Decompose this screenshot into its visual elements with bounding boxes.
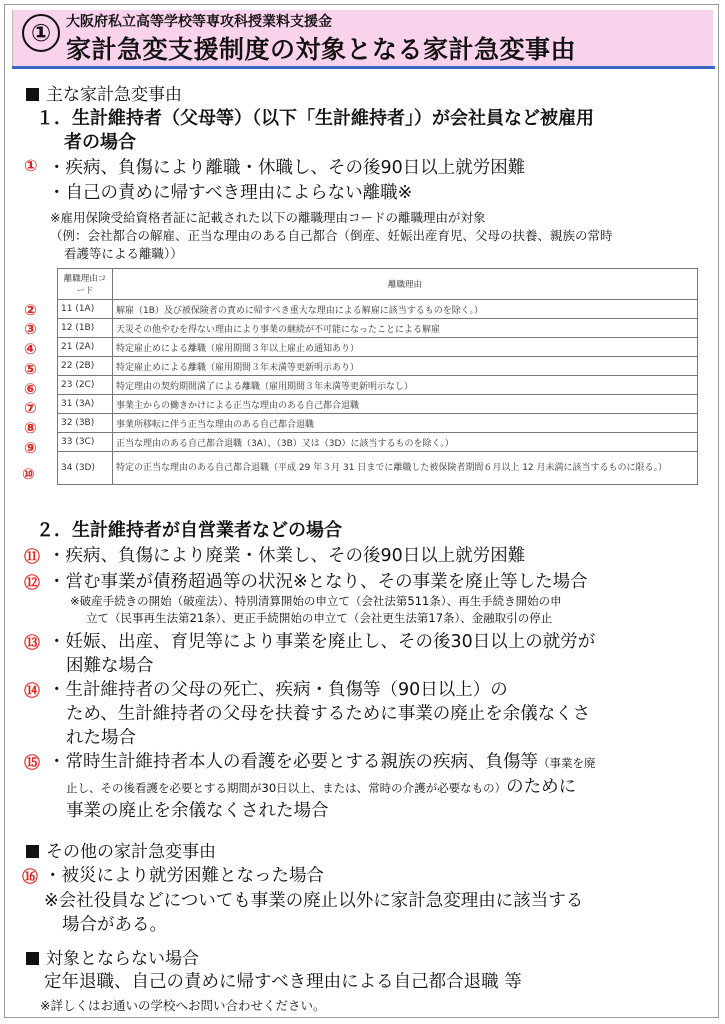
section-heading-excluded xyxy=(26,944,199,969)
item2-bullet-15a xyxy=(48,748,596,773)
item2-note-12a: ※破産手続きの開始（破産法）、特別清算開始の申立て（会社法第511条）、再生手続き開始の申 xyxy=(70,594,562,608)
table-cell-reason: 解雇（1B）及び被保険者の責めに帰すべき重大な理由による解雇に該当するものを除く。） xyxy=(113,300,698,319)
table-row xyxy=(58,338,698,357)
square-bullet-icon xyxy=(26,88,39,101)
marker-13: ⑬ xyxy=(24,633,41,652)
item2-bullet-15b-small: 止し、その後看護を必要とする期間が30日以上、または、常時の介護が必要なもの） xyxy=(66,781,507,795)
page-title: 家計急変支援制度の対象となる家計急変事由 xyxy=(66,35,577,64)
square-bullet-icon xyxy=(26,952,39,965)
other-bullet-16: ・被災により就労困難となった場合 xyxy=(44,866,324,886)
item1-bullet-2: ・自己の責めに帰すべき理由によらない離職※ xyxy=(48,183,413,203)
marker-4: ④ xyxy=(24,340,37,358)
table-row xyxy=(58,376,698,395)
table-row xyxy=(58,395,698,414)
table-cell-reason: 事業主からの働きかけによる正当な理由のある自己都合退職 xyxy=(113,395,698,414)
marker-2: ② xyxy=(24,301,37,319)
item2-bullet-14a: ・生計維持者の父母の死亡、疾病・負傷等（90日以上）の xyxy=(48,680,508,700)
table-cell-reason: 正当な理由のある自己都合退職（3A）、（3B）又は（3D）に該当するものを除く。） xyxy=(113,433,698,452)
marker-8: ⑧ xyxy=(24,419,37,437)
table-header-code: 離職理由コード xyxy=(58,269,113,300)
section-heading-text: 主な家計急変事由 xyxy=(46,85,182,105)
item2-bullet-15b xyxy=(66,773,576,798)
item2-bullet-13b: 困難な場合 xyxy=(66,656,154,676)
table-cell-reason: 事業所移転に伴う正当な理由のある自己都合退職 xyxy=(113,414,698,433)
item2-bullet-11: ・疾病、負傷により廃業・休業し、その後90日以上就労困難 xyxy=(48,546,526,566)
marker-16: ⑯ xyxy=(22,867,39,886)
separation-code-table xyxy=(57,268,698,485)
table-cell-code: 11 (1A) xyxy=(58,300,113,319)
table-cell-code: 23 (2C) xyxy=(58,376,113,395)
table-cell-code: 12 (1B) xyxy=(58,319,113,338)
item2-bullet-15a-small: （事業を廃 xyxy=(538,756,596,770)
item2-bullet-15c: 事業の廃止を余儀なくされた場合 xyxy=(66,801,329,821)
table-cell-reason: 特定雇止めによる離職（雇用期間３年以上雇止め通知あり） xyxy=(113,338,698,357)
other-note-1: ※会社役員などについても事業の廃止以外に家計急変理由に該当する xyxy=(44,891,584,911)
header-subtitle: 大阪府私立高等学校等専攻科授業料支援金 xyxy=(66,14,332,30)
marker-7: ⑦ xyxy=(24,399,37,417)
square-bullet-icon xyxy=(26,845,39,858)
item2-note-12b: 立て（民事再生法第21条）、更正手続開始の申立て（会社更生法第17条）、金融取引の停止 xyxy=(86,611,553,625)
marker-15: ⑮ xyxy=(24,753,41,772)
table-cell-reason: 特定の正当な理由のある自己都合退職（平成 29 年３月 31 日までに離職した被保険者期間６月以上 12 月未満に該当するものに限る。） xyxy=(113,452,698,485)
marker-3: ③ xyxy=(24,320,37,338)
marker-6: ⑥ xyxy=(24,380,37,398)
marker-9: ⑨ xyxy=(24,439,37,457)
marker-14: ⑭ xyxy=(24,681,41,700)
marker-1: ① xyxy=(24,156,38,175)
section-heading-excluded-text: 対象とならない場合 xyxy=(46,949,199,969)
excluded-text: 定年退職、自己の責めに帰すべき理由による自己都合退職 等 xyxy=(44,972,522,992)
table-cell-reason: 天災その他やむを得ない理由により事業の継続が不可能になったことによる解雇 xyxy=(113,319,698,338)
section-number-badge: ① xyxy=(22,14,60,52)
table-header-row xyxy=(58,269,698,300)
section-heading-other xyxy=(26,837,216,862)
item1-title-line2: 者の場合 xyxy=(64,132,136,153)
item2-bullet-12: ・営む事業が債務超過等の状況※となり、その事業を廃止等した場合 xyxy=(48,572,588,592)
item1-title-line1: １．生計維持者（父母等）（以下「生計維持者」）が会社員など被雇用 xyxy=(36,108,594,129)
item2-bullet-15a-text: ・常時生計維持者本人の看護を必要とする親族の疾病、負傷等 xyxy=(48,752,538,772)
marker-5: ⑤ xyxy=(24,360,37,378)
table-cell-code: 32 (3B) xyxy=(58,414,113,433)
table-cell-code: 21 (2A) xyxy=(58,338,113,357)
item2-bullet-14b: ため、生計維持者の父母を扶養するために事業の廃止を余儀なくさ xyxy=(66,704,591,724)
table-row xyxy=(58,414,698,433)
header-underline xyxy=(12,66,715,69)
section-heading-main xyxy=(26,80,182,105)
item2-bullet-15b-text: のために xyxy=(506,777,577,797)
item1-bullet-1: ・疾病、負傷により離職・休職し、その後90日以上就労困難 xyxy=(48,158,526,178)
marker-12: ⑫ xyxy=(24,573,41,592)
item1-note-2: （例：会社都合の解雇、正当な理由のある自己都合（倒産、妊娠出産育児、父母の扶養、親族の常時 xyxy=(50,228,613,243)
table-row xyxy=(58,452,698,485)
item2-title: ２．生計維持者が自営業者などの場合 xyxy=(36,520,342,541)
table-cell-code: 33 (3C) xyxy=(58,433,113,452)
table-cell-reason: 特定雇止めによる離職（雇用期間３年未満等更新明示あり） xyxy=(113,357,698,376)
item1-note-1: ※雇用保険受給資格者証に記載された以下の離職理由コードの離職理由が対象 xyxy=(50,210,486,225)
item2-bullet-14c: れた場合 xyxy=(66,728,136,748)
marker-10: ⑩ xyxy=(22,465,35,483)
table-cell-reason: 特定理由の契約期間満了による離職（雇用期間３年未満等更新明示なし） xyxy=(113,376,698,395)
table-row xyxy=(58,357,698,376)
table-row xyxy=(58,300,698,319)
table-row xyxy=(58,319,698,338)
table-cell-code: 34 (3D) xyxy=(58,452,113,485)
other-note-2: 場合がある。 xyxy=(62,915,167,935)
marker-11: ⑪ xyxy=(24,547,41,566)
table-header-reason: 離職理由 xyxy=(113,269,698,300)
table-cell-code: 22 (2B) xyxy=(58,357,113,376)
section-heading-other-text: その他の家計急変事由 xyxy=(46,842,216,862)
item1-note-3: 看護等による離職）） xyxy=(64,246,183,261)
item2-bullet-13a: ・妊娠、出産、育児等により事業を廃止し、その後30日以上の就労が xyxy=(48,632,596,652)
table-cell-code: 31 (3A) xyxy=(58,395,113,414)
table-row xyxy=(58,433,698,452)
footnote: ※詳しくはお通いの学校へお問い合わせください。 xyxy=(40,998,326,1013)
